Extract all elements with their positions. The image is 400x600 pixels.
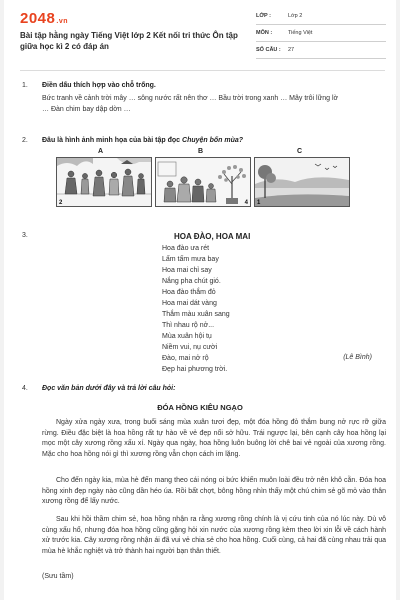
meta-count-value: 27: [288, 47, 295, 53]
story-title: ĐÓA HỒNG KIÊU NGẠO: [157, 403, 243, 412]
poem-line: Mùa xuân hội tụ: [162, 333, 212, 340]
question-2-number: 2.: [22, 137, 28, 144]
meta-class-row: [256, 10, 386, 25]
meta-count-row: [256, 44, 386, 59]
family-with-apricot-tree-picture-icon: [156, 158, 250, 206]
document-title: Bài tập hằng ngày Tiếng Việt lớp 2 Kết nối tri thức Ôn tập giữa học kì 2 có đáp án: [20, 31, 238, 51]
story-source: (Sưu tầm): [42, 573, 74, 580]
question-3-number: 3.: [22, 232, 28, 239]
poem-line: Lấm tấm mưa bay: [162, 256, 219, 263]
story-paragraph-3: Sau khi hồi thầm chim sẻ, hoa hồng nhận ra rằng xương rồng chính là vị cứu tinh của nó lúc này. Dù vô cùng xấu hổ, nhưng đóa hoa hồng cũng gặng hỏi xin nước của xương rồng kèm theo lời xin lỗi về cách hành xử trước kia. Cây xương rồng nhận ái đã vui vẻ chia sẻ cho hoa hồng. Cuối cùng, cả hai đã cùng nhau trải qua mùa hè khắc nghiệt và trở thành hai người bạn thân thiết.: [42, 516, 386, 555]
story-paragraph-2: Cho đến ngày kia, mùa hè đến mang theo cái nóng oi bức khiến muôn loài đều trở nên khô cằn. Đóa hoa hồng xinh đẹp ngày nào cũng dần héo úa. Rồi bất chợt, bông hồng nhìn thấy một chú chim sẻ gõ mỏ vào thân xương rồng để lấy nước.: [42, 477, 386, 505]
document-header: [4, 0, 396, 70]
picture-label-a: A: [98, 148, 104, 155]
document-page: [4, 0, 396, 600]
question-1-number: 1.: [22, 82, 28, 89]
picture-c-corner-number: 1: [257, 200, 261, 206]
poem-line: Niềm vui, nụ cười: [162, 344, 218, 351]
meta-subject-value: Tiếng Việt: [288, 30, 313, 36]
poem-title: HOA ĐÀO, HOA MAI: [174, 232, 251, 241]
meta-class-value: Lớp 2: [288, 13, 303, 19]
people-on-street-picture-icon: [57, 158, 151, 206]
question-4-heading: Đọc văn bản dưới đây và trả lời câu hỏi:: [42, 385, 176, 392]
poem-line: Hoa mai chỉ say: [162, 267, 212, 274]
picture-a-corner-number: 2: [59, 200, 63, 206]
poem-line: Nắng pha chút gió.: [162, 278, 221, 285]
meta-subject-label: MÔN :: [256, 30, 273, 36]
poem-line: Thì nhau rộ nở...: [162, 322, 215, 329]
poem-line: Hoa đào thắm đỏ: [162, 289, 216, 296]
picture-option-b[interactable]: [155, 157, 251, 207]
poem-author: (Lê Bình): [343, 354, 372, 361]
logo-text: 2048: [20, 10, 56, 27]
picture-b-corner-number: 4: [244, 200, 248, 206]
story-paragraph-1: Ngày xửa ngày xưa, trong buổi sáng mùa xuân tươi đẹp, một đóa hồng đỏ thắm bung nở rực rỡ giữa rừng. Điều đặc biệt là hoa hồng rất tự hào về vẻ đẹp nổi sở hữu. Trái ngược lại, bên cạnh cây hoa hồng lại mọc một cây xương rồng xấu xí. Ngày qua ngày, hoa hồng luôn buông lời chê bai vẻ ngoài của xương rồng. Mặc cho hoa hồng nói gì thì xương rồng vẫn chọn cách im lặng.: [42, 419, 386, 458]
poem-body: [162, 243, 230, 375]
picture-label-c: C: [297, 148, 303, 155]
meta-class-label: LỚP :: [256, 13, 271, 19]
question-1-heading: Điền dấu thích hợp vào chỗ trống.: [42, 82, 156, 89]
question-1-body: [42, 93, 386, 115]
picture-label-b: B: [198, 148, 204, 155]
question-2-heading-italic: Chuyện bốn mùa?: [182, 137, 244, 144]
meta-count-label: SỐ CÂU :: [256, 47, 281, 53]
question-2-heading-text: Đâu là hình ảnh minh họa của bài tập đọc: [42, 137, 183, 144]
picture-option-c[interactable]: [254, 157, 350, 207]
logo-suffix: .vn: [56, 18, 68, 25]
picture-option-a[interactable]: [56, 157, 152, 207]
question-4-number: 4.: [22, 385, 28, 392]
site-logo[interactable]: [20, 10, 68, 27]
poem-line: Đào, mai nở rộ: [162, 355, 209, 362]
question-1-line-1: Bức tranh về cảnh trời mây … sông nước rất nên thơ … Bầu trời trong xanh … Mây trôi lững lờ: [42, 95, 339, 102]
poem-line: Thắm màu xuân sang: [162, 311, 230, 318]
question-2-heading: [42, 137, 243, 144]
poem-line: Hoa mai dát vàng: [162, 300, 217, 307]
header-divider: [20, 70, 385, 71]
river-landscape-picture-icon: [255, 158, 349, 206]
meta-subject-row: [256, 27, 386, 42]
question-1-line-2: … Đàn chim bay dập dờn …: [42, 106, 131, 113]
poem-line: Đẹp hai phương trời.: [162, 366, 228, 373]
meta-info: [256, 10, 386, 61]
poem-line: Hoa đào ưa rét: [162, 245, 210, 252]
